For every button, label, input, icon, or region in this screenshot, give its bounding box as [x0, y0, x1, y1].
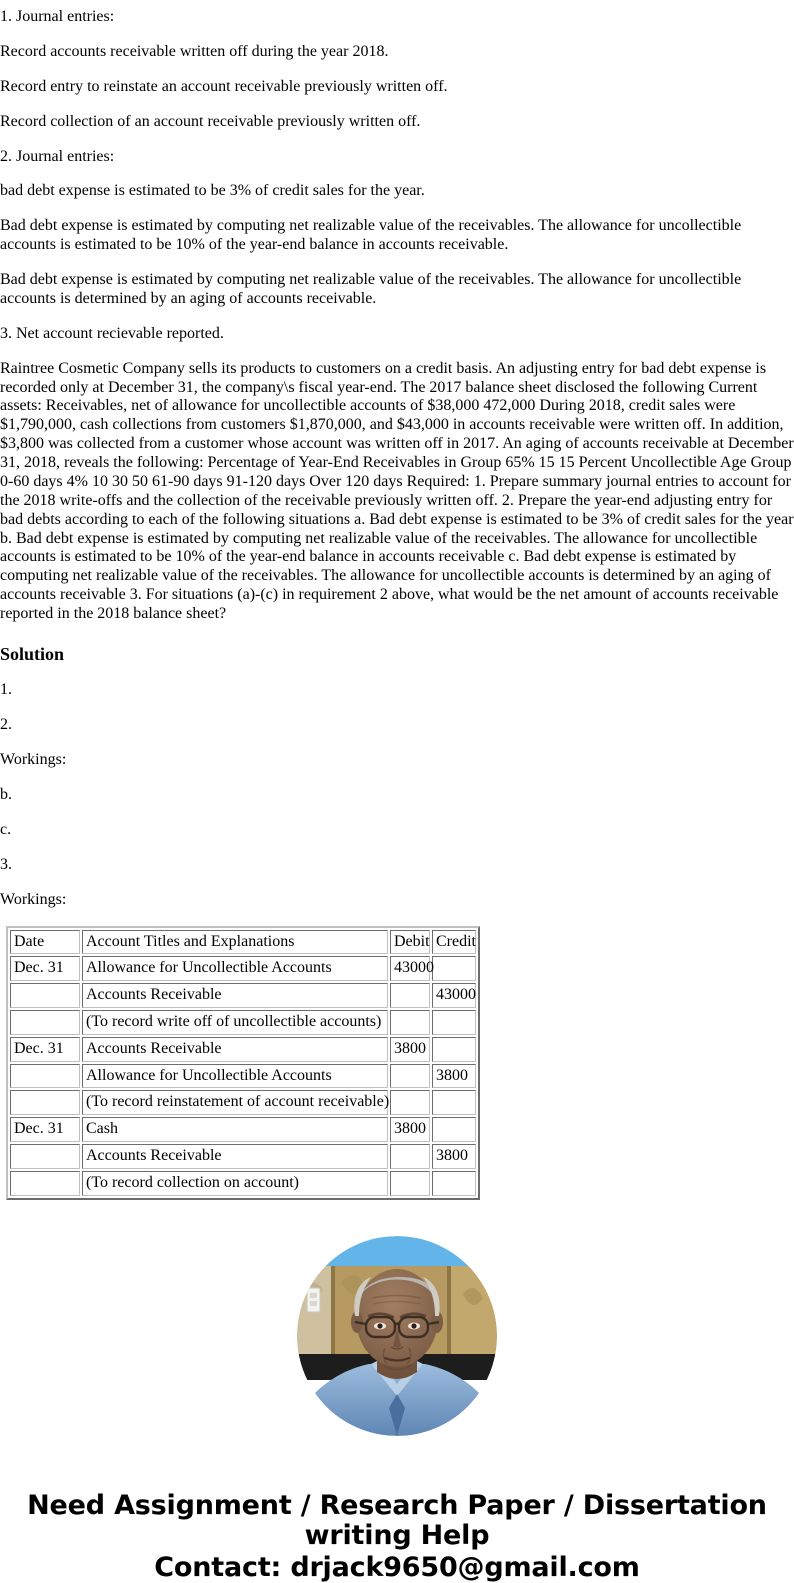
cell-date	[10, 1144, 80, 1169]
cell-debit	[390, 1064, 430, 1089]
avatar	[297, 1236, 497, 1436]
cell-account: Cash	[82, 1117, 388, 1142]
cell-date	[10, 983, 80, 1008]
cell-account: (To record reinstatement of account receivable)	[82, 1090, 388, 1115]
cell-credit	[432, 1090, 476, 1115]
table-row	[10, 956, 476, 981]
question-paragraph: Raintree Cosmetic Company sells its products to customers on a credit basis. An adjusting entry for bad debt expense is recorded only at December 31, the company\s fiscal year-end. The 2017 balance sheet disclosed the following Current assets: Receivables, net of allowance for uncollectible accounts of $38,000 472,000 During 2018, credit sales were $1,790,000, cash collections from customers $1,870,000, and $43,000 in accounts receivable were written off. In addition, $3,800 was collected from a customer whose account was written off in 2017. An aging of accounts receivable at December 31, 2018, reveals the following: Percentage of Year-End Receivables in Group 65% 15 15 Percent Uncollectible Age Group 0-60 days 4% 10 30 50 61-90 days 91-120 days Over 120 days Required: 1. Prepare summary journal entries to account for the 2018 write-offs and the collection of the receivable previously written off. 2. Prepare the year-end adjusting entry for bad debts according to each of the following situations a. Bad debt expense is estimated to be 3% of credit sales for the year b. Bad debt expense is estimated by computing net realizable value of the receivables. The allowance for uncollectible accounts is estimated to be 10% of the year-end balance in accounts receivable c. Bad debt expense is estimated by computing net realizable value of the receivables. The allowance for uncollectible accounts is determined by an aging of accounts receivable 3. For situations (a)-(c) in requirement 2 above, what would be the net amount of accounts receivable reported in the 2018 balance sheet?	[0, 359, 794, 622]
cell-credit	[432, 956, 476, 981]
promo-footer	[0, 1491, 794, 1583]
intro-paragraph-9: 3. Net account recievable reported.	[0, 324, 224, 342]
document-page	[0, 8, 794, 1583]
intro-text-section	[0, 8, 794, 344]
cell-account: Allowance for Uncollectible Accounts	[82, 1064, 388, 1089]
cell-date	[10, 1090, 80, 1115]
table-row	[10, 1037, 476, 1062]
intro-paragraph-5: 2. Journal entries:	[0, 147, 115, 165]
cell-account: (To record collection on account)	[82, 1171, 388, 1196]
table-row	[10, 1010, 476, 1035]
table-row	[10, 1064, 476, 1089]
cell-date	[10, 1171, 80, 1196]
solution-workings-2: Workings:	[0, 890, 67, 908]
cell-debit	[390, 1171, 430, 1196]
cell-account: Allowance for Uncollectible Accounts	[82, 956, 388, 981]
cell-credit: 43000	[432, 983, 476, 1008]
cell-debit: 3800	[390, 1117, 430, 1142]
solution-section	[0, 681, 794, 909]
table-row	[10, 1171, 476, 1196]
column-header-date: Date	[10, 930, 80, 955]
question-section	[0, 360, 794, 624]
cell-debit: 3800	[390, 1037, 430, 1062]
intro-paragraph-1: 1. Journal entries:	[0, 8, 115, 25]
solution-workings-1: Workings:	[0, 751, 67, 769]
avatar-container	[0, 1236, 794, 1441]
table-row	[10, 1144, 476, 1169]
column-header-credit: Credit	[432, 930, 476, 955]
solution-label-c: c.	[0, 820, 12, 838]
cell-credit: 3800	[432, 1064, 476, 1089]
table-header-row	[10, 930, 476, 955]
table-row	[10, 1090, 476, 1115]
column-header-account: Account Titles and Explanations	[82, 930, 388, 955]
cell-credit	[432, 1037, 476, 1062]
solution-label-2: 2.	[0, 716, 12, 734]
intro-paragraph-8: Bad debt expense is estimated by computing net realizable value of the receivables. The allowance for uncollectible accounts is determined by an aging of accounts receivable.	[0, 271, 742, 307]
table-row	[10, 983, 476, 1008]
table-row	[10, 1117, 476, 1142]
cell-credit	[432, 1117, 476, 1142]
cell-debit: 43000	[390, 956, 430, 981]
column-header-debit: Debit	[390, 930, 430, 955]
promo-line-2: Contact: drjack9650@gmail.com	[154, 1552, 640, 1583]
journal-entries-table	[6, 926, 480, 1200]
cell-credit: 3800	[432, 1144, 476, 1169]
cell-date: Dec. 31	[10, 1037, 80, 1062]
profile-photo	[297, 1236, 497, 1436]
cell-account: Accounts Receivable	[82, 1037, 388, 1062]
promo-line-1: Need Assignment / Research Paper / Dissertation writing Help	[27, 1489, 767, 1551]
cell-date	[10, 1010, 80, 1035]
cell-date	[10, 1064, 80, 1089]
cell-debit	[390, 1090, 430, 1115]
solution-heading: Solution	[0, 643, 65, 664]
cell-debit	[390, 1144, 430, 1169]
solution-label-3: 3.	[0, 855, 12, 873]
cell-date: Dec. 31	[10, 956, 80, 981]
cell-credit	[432, 1010, 476, 1035]
cell-account: (To record write off of uncollectible accounts)	[82, 1010, 388, 1035]
cell-account: Accounts Receivable	[82, 1144, 388, 1169]
intro-paragraph-4: Record collection of an account receivable previously written off.	[0, 112, 421, 130]
intro-paragraph-6: bad debt expense is estimated to be 3% of credit sales for the year.	[0, 182, 425, 200]
intro-paragraph-3: Record entry to reinstate an account receivable previously written off.	[0, 77, 448, 95]
cell-date: Dec. 31	[10, 1117, 80, 1142]
cell-credit	[432, 1171, 476, 1196]
solution-label-b: b.	[0, 786, 12, 804]
cell-account: Accounts Receivable	[82, 983, 388, 1008]
journal-table-body	[10, 930, 476, 1196]
intro-paragraph-2: Record accounts receivable written off during the year 2018.	[0, 42, 389, 60]
cell-debit	[390, 1010, 430, 1035]
solution-label-1: 1.	[0, 681, 12, 699]
cell-debit	[390, 983, 430, 1008]
intro-paragraph-7: Bad debt expense is estimated by computing net realizable value of the receivables. The allowance for uncollectible accounts is estimated to be 10% of the year-end balance in accounts receivable.	[0, 217, 742, 254]
